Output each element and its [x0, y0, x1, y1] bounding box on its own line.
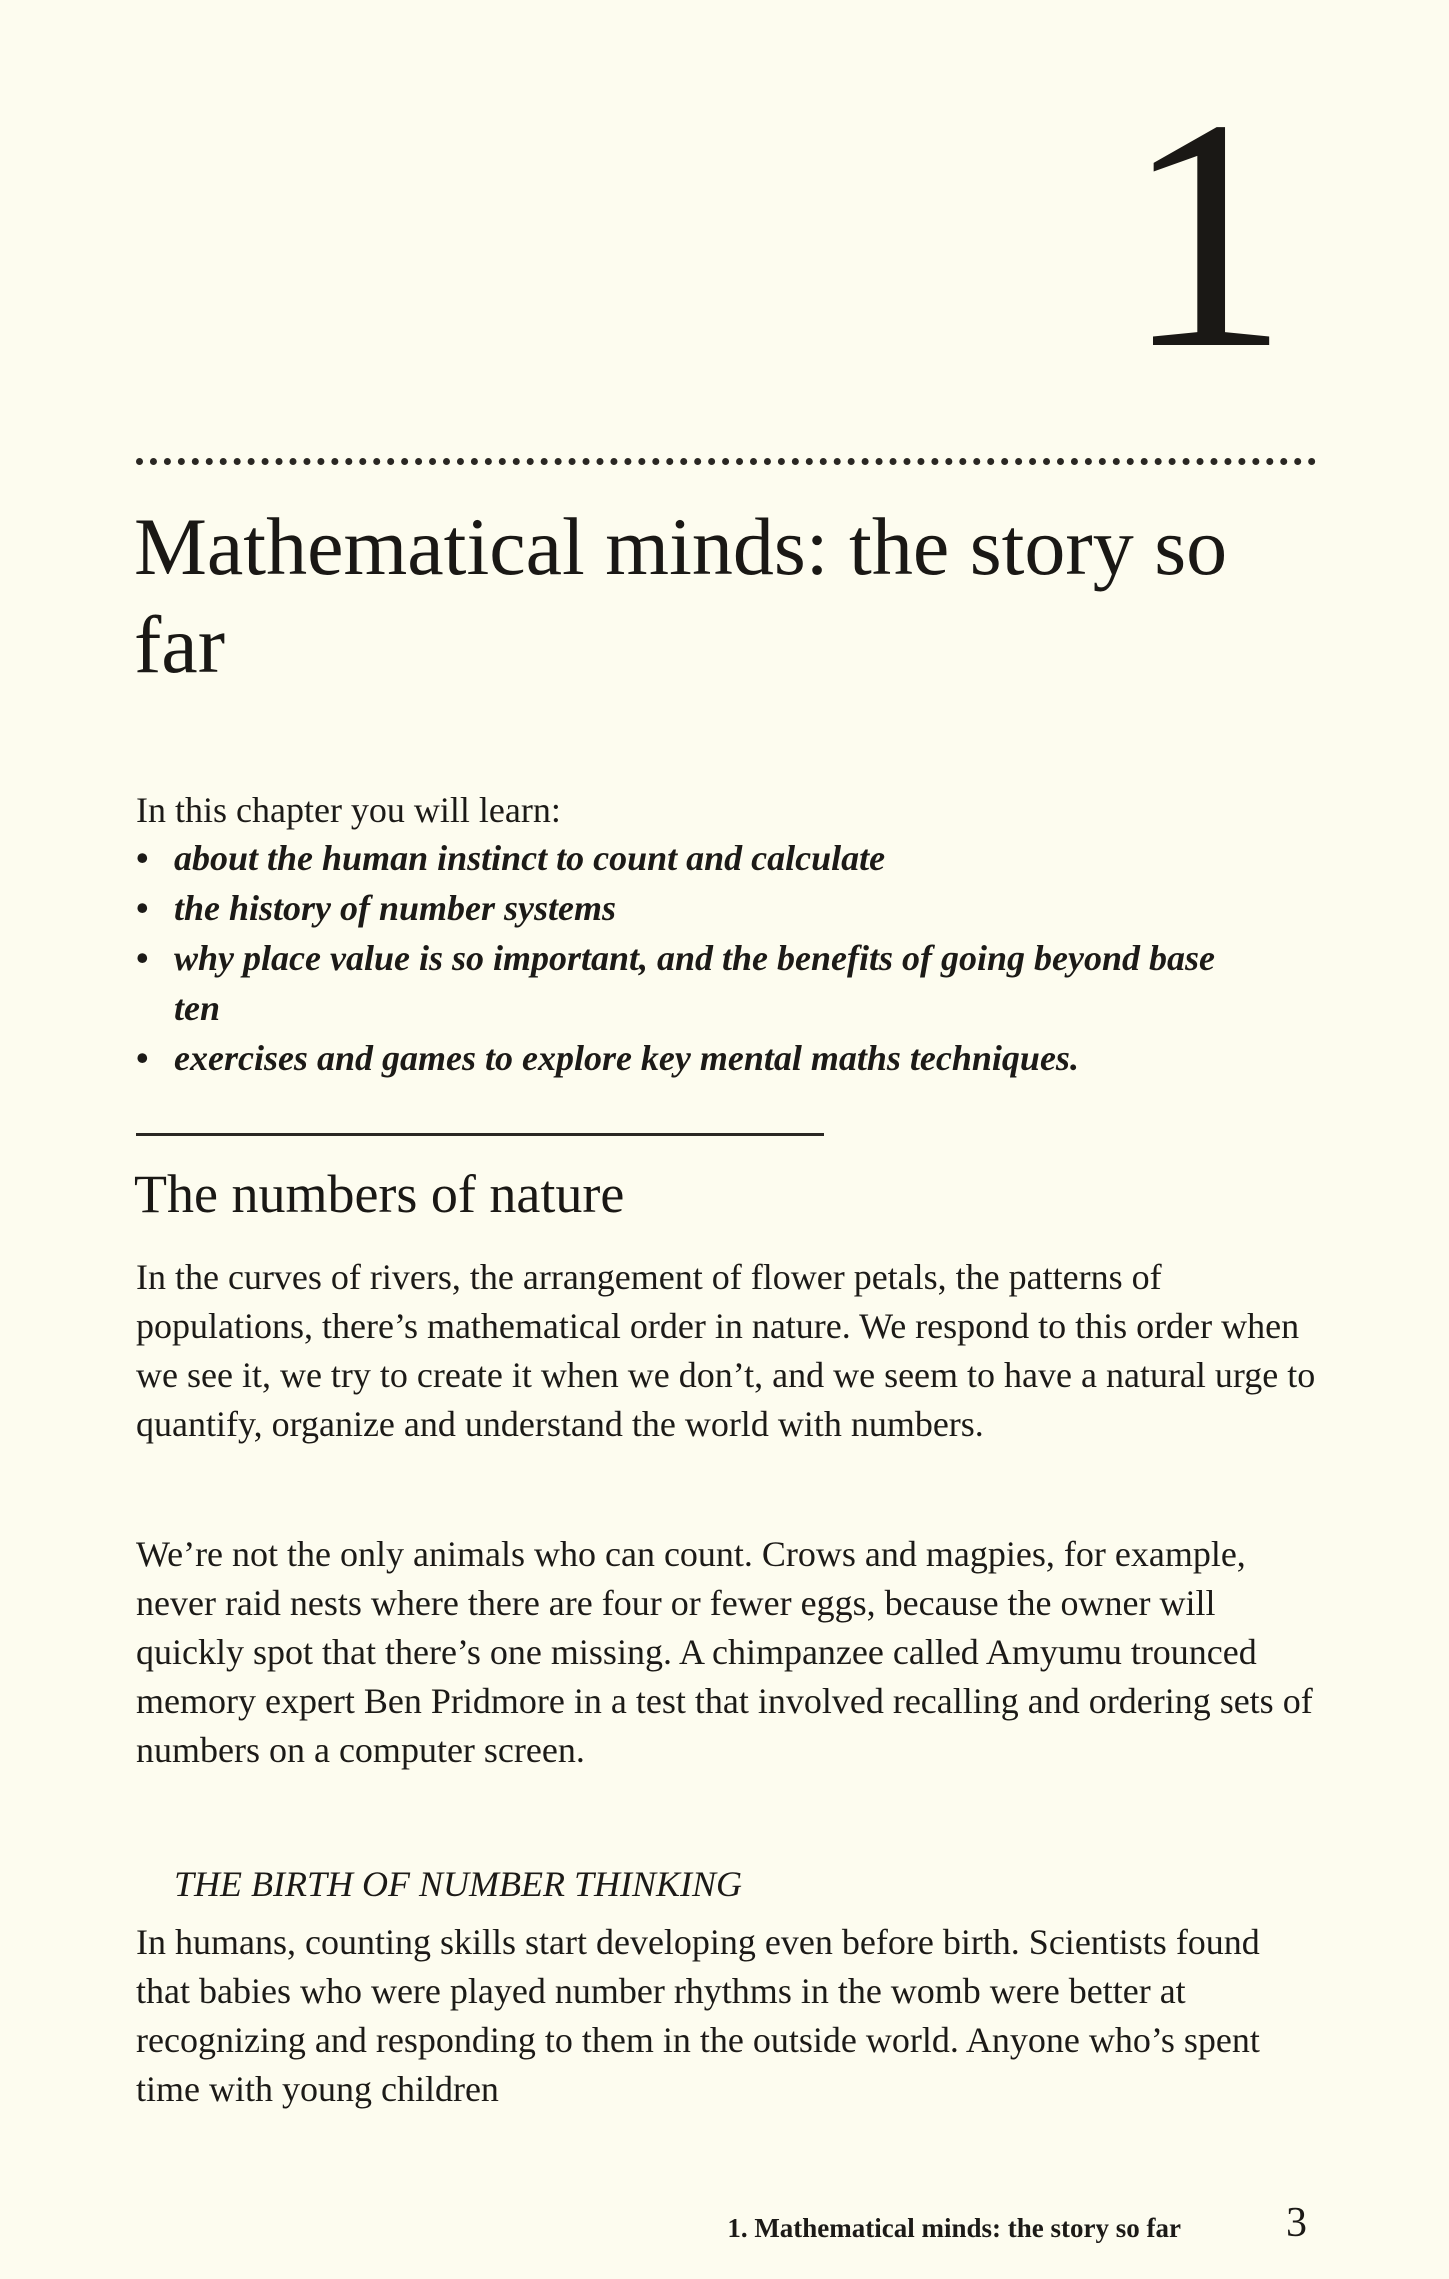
bullet-icon: • — [136, 838, 149, 878]
objective-item — [136, 883, 1256, 933]
chapter-number: 1 — [1124, 52, 1281, 417]
running-head: 1. Mathematical minds: the story so far — [727, 2213, 1181, 2243]
chapter-title: Mathematical minds: the story so far — [134, 501, 1228, 690]
body-paragraph: We’re not the only animals who can count. Crows and magpies, for example, never raid nests where there are four or fewer eggs, because the owner will quickly spot that there’s one missing. A chimpanzee called Amyumu trounced memory expert Ben Pridmore in a test that involved recalling and ordering sets of numbers on a computer screen. — [136, 1534, 1313, 1770]
objective-text: about the human instinct to count and calculate — [174, 838, 886, 878]
subsection-heading: THE BIRTH OF NUMBER THINKING — [174, 1864, 742, 1904]
page-number: 3 — [1286, 2200, 1307, 2246]
body-paragraph: In the curves of rivers, the arrangement of flower petals, the patterns of populations, there’s mathematical order in nature. We respond to this order when we see it, we try to create it when we don’t, and we seem to have a natural urge to quantify, organize and understand the world with numbers. — [136, 1257, 1316, 1444]
objective-item — [136, 833, 1256, 883]
objective-text: why place value is so important, and the benefits of going beyond base ten — [174, 938, 1215, 1028]
objective-text: exercises and games to explore key mental maths techniques. — [174, 1038, 1079, 1078]
section-heading: The numbers of nature — [134, 1164, 625, 1224]
objectives-lead: In this chapter you will learn: — [136, 790, 561, 830]
page-footer — [0, 2198, 1449, 2258]
section-divider — [136, 1133, 824, 1136]
bullet-icon: • — [136, 938, 149, 978]
objective-text: the history of number systems — [174, 888, 617, 928]
objectives-list — [136, 833, 1256, 1083]
objective-item — [136, 933, 1256, 1033]
bullet-icon: • — [136, 1038, 149, 1078]
bullet-icon: • — [136, 888, 149, 928]
objective-item — [136, 1033, 1256, 1083]
body-paragraph: In humans, counting skills start developing even before birth. Scientists found that babies who were played number rhythms in the womb were better at recognizing and responding to them in the outside world. Anyone who’s spent time with young children — [136, 1922, 1260, 2109]
dotted-divider — [136, 458, 1316, 465]
